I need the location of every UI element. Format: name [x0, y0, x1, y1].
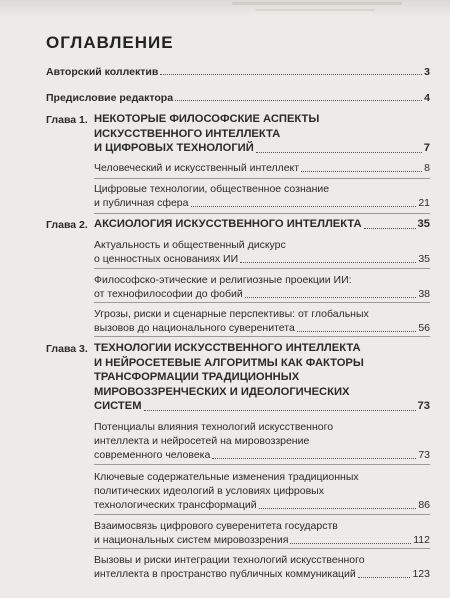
toc-subentry[interactable]: [94, 307, 430, 335]
separator-line: [94, 178, 430, 179]
subentry-text: интеллекта и нейросетей на мировоззрение: [94, 435, 310, 447]
toc-subentry[interactable]: [94, 182, 430, 210]
page-number: 38: [418, 288, 430, 300]
subentry-text: Актуальность и общественный дискурс: [94, 239, 286, 251]
page-number: 3: [424, 66, 430, 78]
chapter-title-line: СИСТЕМ: [94, 400, 142, 412]
toc-chapter-2[interactable]: [94, 217, 430, 232]
dot-leader: [364, 228, 416, 229]
subentry-text: современного человека: [94, 449, 211, 461]
bleed-text-ghost: [255, 9, 375, 11]
page-number: 56: [418, 322, 430, 334]
previous-page-bleed: [0, 0, 450, 16]
subentry-text: и национальных систем мировоззрения: [94, 534, 289, 546]
toc-subentry[interactable]: [94, 161, 430, 175]
page-title: ОГЛАВЛЕНИЕ: [46, 33, 174, 52]
subentry-text: Цифровые технологии, общественное сознание: [94, 183, 330, 195]
separator-line: [94, 548, 430, 549]
dot-leader: [191, 206, 417, 207]
subentry-text: от технофилософии до фобий: [94, 288, 243, 300]
chapter-title-line: ТЕХНОЛОГИИ ИСКУССТВЕННОГО ИНТЕЛЛЕКТА: [94, 342, 361, 354]
dot-leader: [175, 100, 422, 101]
dot-leader: [290, 543, 411, 544]
dot-leader: [297, 331, 417, 332]
subentry-text: о ценностных основаниях ИИ: [94, 253, 239, 265]
dot-leader: [160, 74, 422, 75]
subentry-text: Потенциалы влияния технологий искусственного: [94, 421, 334, 433]
subentry-text: Человеческий и искусственный интеллект: [94, 162, 300, 174]
separator-line: [94, 302, 430, 303]
subentry-text: Взаимосвязь цифрового суверенитета государств: [94, 520, 338, 532]
toc-chapter-3[interactable]: [94, 341, 430, 414]
toc-subentry[interactable]: [94, 420, 430, 462]
page-number: 112: [413, 534, 430, 546]
page-number: 4: [424, 92, 430, 104]
toc-subentry[interactable]: [94, 238, 430, 266]
toc-entry-text: Авторский коллектив: [46, 66, 159, 78]
chapter-title-line: И ЦИФРОВЫХ ТЕХНОЛОГИЙ: [94, 142, 254, 154]
dot-leader: [358, 577, 411, 578]
chapter-title-line: И НЕЙРОСЕТЕВЫЕ АЛГОРИТМЫ КАК ФАКТОРЫ: [94, 356, 364, 369]
dot-leader: [259, 508, 417, 509]
toc-subentry[interactable]: [94, 470, 430, 512]
chapter-label: Глава 1.: [46, 114, 88, 126]
subentry-text: и публичная сфера: [94, 197, 189, 209]
separator-line: [94, 336, 430, 337]
toc-subentry[interactable]: [94, 519, 430, 547]
chapter-title-line: АКСИОЛОГИЯ ИСКУССТВЕННОГО ИНТЕЛЛЕКТА: [94, 218, 362, 230]
chapter-label: Глава 2.: [46, 219, 88, 231]
dot-leader: [144, 410, 416, 411]
subentry-text: интеллекта в пространство публичных коммуникаций: [94, 568, 356, 580]
subentry-text: Философско-этические и религиозные проекции ИИ:: [94, 274, 352, 286]
subentry-text: технологических трансформаций: [94, 499, 257, 511]
chapter-title-line: ИСКУССТВЕННОГО ИНТЕЛЛЕКТА: [94, 127, 281, 140]
page-number: 35: [418, 253, 430, 265]
page-number: 73: [418, 449, 430, 461]
toc-subentry[interactable]: [94, 553, 430, 581]
separator-line: [94, 268, 430, 269]
dot-leader: [301, 171, 422, 172]
toc-entry-preface[interactable]: [46, 92, 430, 104]
page-number: 123: [412, 568, 430, 580]
dot-leader: [256, 152, 422, 153]
page-number: 73: [417, 400, 430, 412]
subentry-text: Вызовы и риски интеграции технологий искусственного: [94, 554, 365, 566]
dot-leader: [240, 262, 416, 263]
page-number: 86: [418, 499, 430, 511]
subentry-text: Ключевые содержательные изменения традиционных: [94, 471, 359, 483]
toc-entry-text: Предисловие редактора: [46, 92, 174, 104]
toc-chapter-1[interactable]: [94, 112, 430, 156]
page-number: 35: [417, 218, 430, 230]
dot-leader: [212, 458, 416, 459]
subentry-text: Угрозы, риски и сценарные перспективы: от глобальных: [94, 308, 369, 320]
bleed-text-ghost: [232, 2, 402, 5]
page-number: 7: [423, 142, 430, 154]
toc-entry-authors[interactable]: [46, 66, 430, 78]
separator-line: [94, 213, 430, 214]
separator-line: [94, 514, 430, 515]
chapter-title-line: НЕКОТОРЫЕ ФИЛОСОФСКИЕ АСПЕКТЫ: [94, 113, 320, 125]
page-number: 8: [424, 162, 430, 174]
separator-line: [94, 464, 430, 465]
toc-subentry[interactable]: [94, 273, 430, 301]
chapter-title-line: МИРОВОЗЗРЕНЧЕСКИХ И ИДЕОЛОГИЧЕСКИХ: [94, 385, 350, 398]
subentry-text: вызовов до национального суверенитета: [94, 322, 295, 334]
dot-leader: [245, 297, 417, 298]
page-number: 21: [418, 197, 430, 209]
chapter-title-line: ТРАНСФОРМАЦИИ ТРАДИЦИОННЫХ: [94, 371, 300, 383]
chapter-label: Глава 3.: [46, 343, 88, 355]
subentry-text: политических идеологий в условиях цифровых: [94, 485, 324, 497]
